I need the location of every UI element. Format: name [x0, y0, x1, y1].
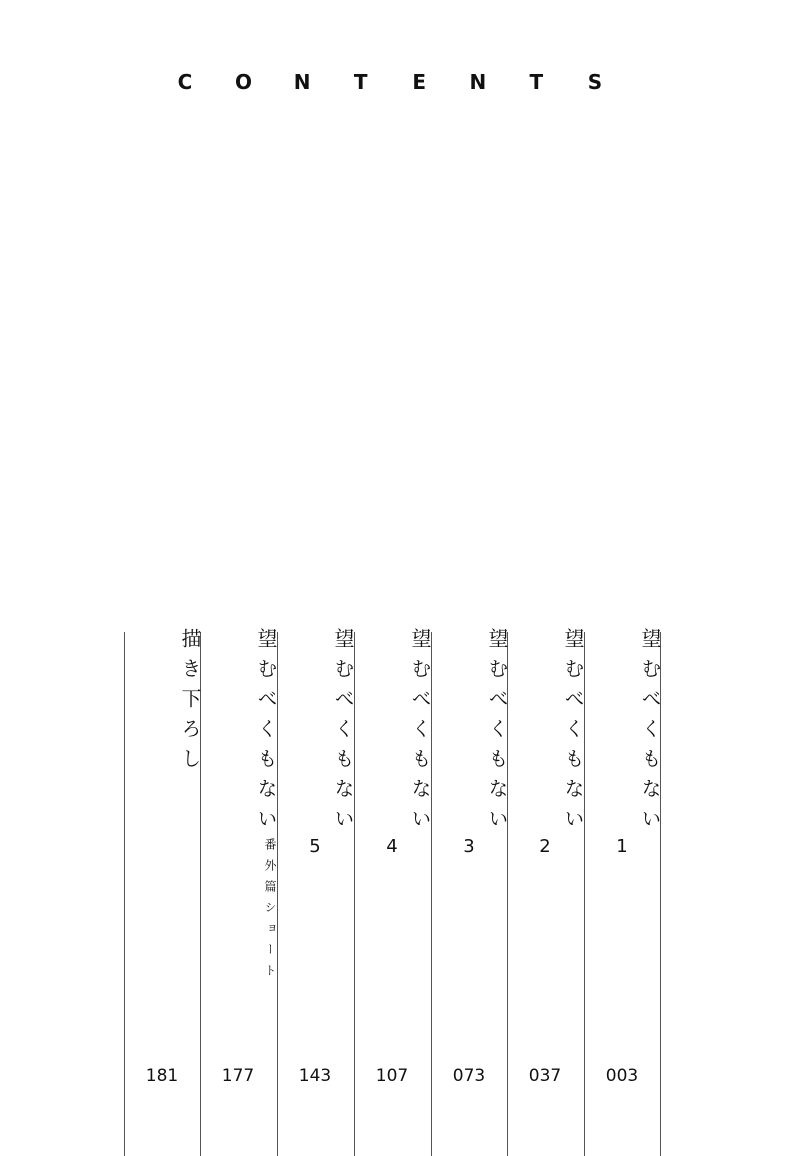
heading-letter: O	[235, 70, 253, 94]
toc-entry-title: 望むべくもない	[485, 628, 509, 838]
heading-letter: N	[293, 70, 311, 94]
toc-entry-extra-short[interactable]	[200, 628, 276, 1156]
heading-letter: S	[587, 70, 603, 94]
heading-letter: T	[529, 70, 544, 94]
toc-entry-number: 1	[616, 836, 628, 857]
toc-entry-page: 073	[452, 1066, 486, 1086]
toc-entry-chapter-1[interactable]	[584, 628, 660, 1156]
toc-entry-subtitle: 番外篇ショート	[263, 838, 277, 985]
toc-entry-page: 143	[298, 1066, 332, 1086]
toc-entry-page: 181	[145, 1066, 179, 1086]
toc-entry-number: 2	[539, 836, 551, 857]
heading-letter: E	[412, 70, 427, 94]
toc-entry-title: 望むべくもない	[561, 628, 585, 838]
toc-entry-page: 037	[528, 1066, 562, 1086]
toc-entry-chapter-4[interactable]	[354, 628, 430, 1156]
toc-entry-title: 望むべくもない	[331, 628, 355, 838]
toc-entry-chapter-2[interactable]	[507, 628, 583, 1156]
toc-entry-title: 描き下ろし	[178, 628, 202, 778]
toc-entry-number: 5	[309, 836, 321, 857]
toc-entry-page: 177	[221, 1066, 255, 1086]
toc-entry-bonus[interactable]	[124, 628, 200, 1156]
toc-entry-chapter-3[interactable]	[431, 628, 507, 1156]
toc-entry-title: 望むべくもない	[638, 628, 662, 838]
toc-entry-chapter-5[interactable]	[277, 628, 353, 1156]
toc-entry-page: 107	[375, 1066, 409, 1086]
heading-letter: N	[469, 70, 487, 94]
toc-entry-number: 3	[463, 836, 475, 857]
heading-letter: C	[177, 70, 193, 94]
toc-entry-title: 望むべくもない	[408, 628, 432, 838]
toc-entry-page: 003	[605, 1066, 639, 1086]
toc-entry-number: 4	[386, 836, 398, 857]
toc-entry-title: 望むべくもない	[254, 628, 278, 838]
contents-heading	[175, 70, 605, 94]
heading-letter: T	[353, 70, 368, 94]
